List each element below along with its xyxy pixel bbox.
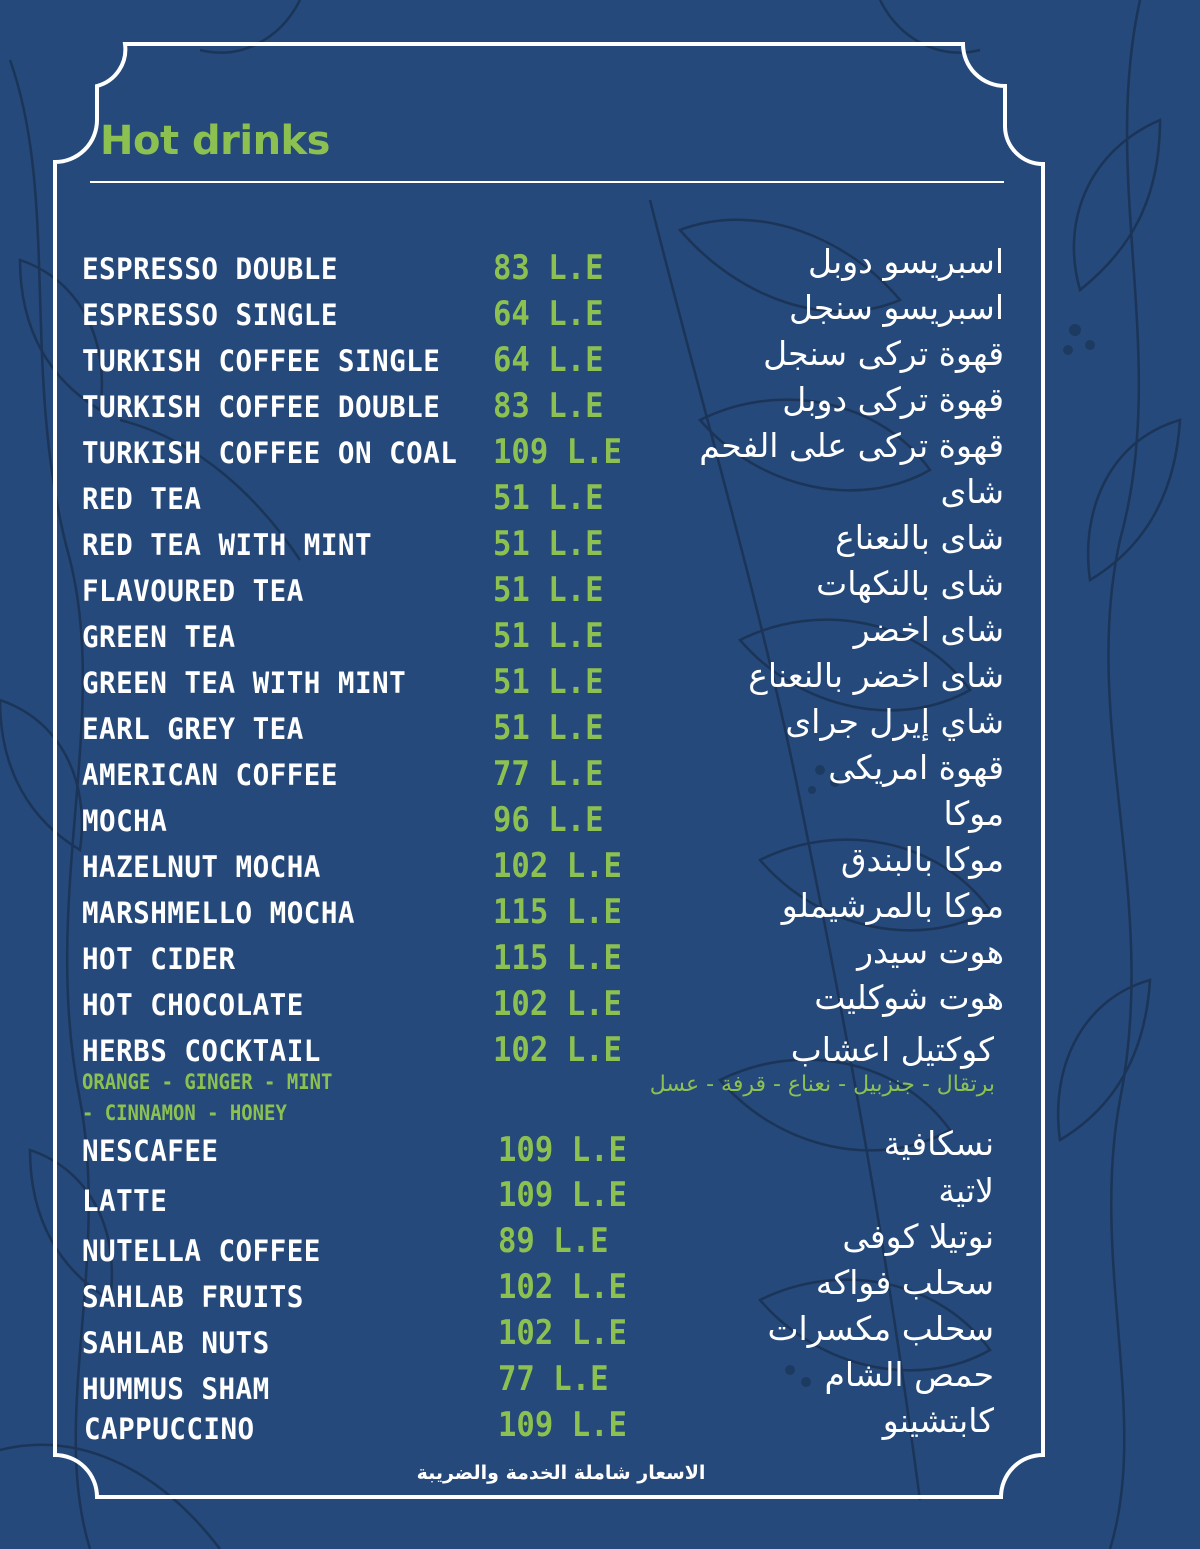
- item-name-ar: كوكتيل اعشاب: [790, 1030, 994, 1069]
- item-price: 109 L.E: [493, 432, 622, 472]
- item-name-en: RED TEA: [82, 482, 202, 516]
- item-name-ar: قهوة تركى دوبل: [782, 380, 1004, 419]
- item-name-ar: شاي إيرل جراى: [785, 702, 1004, 741]
- item-price: 51 L.E: [493, 662, 604, 702]
- item-price: 83 L.E: [493, 248, 604, 288]
- item-name-en: FLAVOURED TEA: [82, 574, 304, 608]
- item-name-ar: قهوة تركى سنجل: [763, 334, 1004, 373]
- item-price: 109 L.E: [498, 1175, 627, 1215]
- item-name-en: HOT CIDER: [82, 942, 236, 976]
- item-price: 102 L.E: [493, 984, 622, 1024]
- item-name-ar: موكا بالمرشيملو: [781, 886, 1004, 925]
- item-name-en: HOT CHOCOLATE: [82, 988, 304, 1022]
- item-name-en: GREEN TEA WITH MINT: [82, 666, 407, 700]
- menu-item: [0, 242, 1200, 294]
- item-name-ar: شاى اخضر: [853, 610, 1004, 649]
- menu-item: [0, 840, 1200, 892]
- item-name-en: LATTE: [82, 1184, 168, 1218]
- item-price: 64 L.E: [493, 340, 604, 380]
- item-name-en: TURKISH COFFEE ON COAL: [82, 436, 458, 470]
- item-name-en: RED TEA WITH MINT: [82, 528, 373, 562]
- menu-item: [0, 472, 1200, 524]
- item-name-ar: حمص الشام: [824, 1355, 994, 1394]
- item-name-en: NUTELLA COFFEE: [82, 1234, 321, 1268]
- item-price: 51 L.E: [493, 524, 604, 564]
- item-price: 89 L.E: [498, 1221, 609, 1261]
- item-name-en: GREEN TEA: [82, 620, 236, 654]
- item-name-ar: كابتشينو: [882, 1401, 994, 1440]
- item-name-ar: قهوة تركى على الفحم: [699, 426, 1004, 465]
- item-name-en: CAPPUCCINO: [84, 1412, 255, 1446]
- item-name-ar: هوت شوكليت: [814, 978, 1004, 1017]
- item-name-ar: موكا: [943, 794, 1004, 833]
- title-divider: [90, 181, 1004, 183]
- item-price: 109 L.E: [498, 1405, 627, 1445]
- tax-service-note: الاسعار شاملة الخدمة والضريبة: [416, 1462, 706, 1484]
- item-name-en: HUMMUS SHAM: [82, 1372, 270, 1406]
- menu-item: [0, 426, 1200, 478]
- item-price: 102 L.E: [498, 1267, 627, 1307]
- item-name-en: AMERICAN COFFEE: [82, 758, 338, 792]
- item-price: 102 L.E: [493, 1030, 622, 1070]
- item-price: 115 L.E: [493, 938, 622, 978]
- item-name-en: SAHLAB FRUITS: [82, 1280, 304, 1314]
- menu-item: [0, 702, 1200, 754]
- item-price: 51 L.E: [493, 616, 604, 656]
- item-price: 109 L.E: [498, 1130, 627, 1170]
- menu-item: [0, 334, 1200, 386]
- item-name-en: HAZELNUT MOCHA: [82, 850, 321, 884]
- item-name-ar: اسبريسو دوبل: [808, 242, 1004, 281]
- item-price: 77 L.E: [493, 754, 604, 794]
- item-name-en: MOCHA: [82, 804, 168, 838]
- item-name-en: TURKISH COFFEE SINGLE: [82, 344, 441, 378]
- item-name-ar: شاى بالنكهات: [816, 564, 1004, 603]
- menu-item: [0, 380, 1200, 432]
- item-price: 64 L.E: [493, 294, 604, 334]
- herbs-ingredients-en: ORANGE - GINGER - MINT: [82, 1070, 333, 1094]
- item-name-en: ESPRESSO SINGLE: [82, 298, 338, 332]
- menu-item: [0, 564, 1200, 616]
- item-name-ar: لاتية: [938, 1171, 994, 1210]
- item-name-ar: سحلب فواكه: [815, 1263, 994, 1302]
- item-price: 51 L.E: [493, 708, 604, 748]
- page-title: Hot drinks: [100, 118, 330, 164]
- herbs-ingredients-en: - CINNAMON - HONEY: [82, 1101, 287, 1125]
- item-name-ar: سحلب مكسرات: [767, 1309, 994, 1348]
- item-price: 102 L.E: [493, 846, 622, 886]
- item-name-ar: هوت سيدر: [857, 932, 1004, 971]
- item-name-en: EARL GREY TEA: [82, 712, 304, 746]
- item-name-ar: قهوة امريكى: [828, 748, 1004, 787]
- item-name-ar: نوتيلا كوفى: [842, 1217, 994, 1256]
- item-name-en: HERBS COCKTAIL: [82, 1034, 321, 1068]
- menu-item: [0, 978, 1200, 1030]
- menu-item: [0, 1124, 1200, 1176]
- item-name-en: MARSHMELLO MOCHA: [82, 896, 355, 930]
- item-price: 77 L.E: [498, 1359, 609, 1399]
- item-name-ar: شاى: [940, 472, 1004, 511]
- item-price: 115 L.E: [493, 892, 622, 932]
- menu-item: [0, 1171, 1200, 1226]
- menu-item: [0, 288, 1200, 340]
- item-name-ar: شاى بالنعناع: [835, 518, 1004, 557]
- item-name-ar: اسبريسو سنجل: [788, 288, 1004, 327]
- item-name-en: SAHLAB NUTS: [82, 1326, 270, 1360]
- item-price: 102 L.E: [498, 1313, 627, 1353]
- menu-item: [0, 1401, 1200, 1454]
- item-price: 51 L.E: [493, 570, 604, 610]
- item-price: 83 L.E: [493, 386, 604, 426]
- menu-item: [0, 518, 1200, 570]
- item-name-en: ESPRESSO DOUBLE: [82, 252, 338, 286]
- menu-item: [0, 748, 1200, 800]
- item-name-en: NESCAFEE: [82, 1134, 219, 1168]
- item-price: 96 L.E: [493, 800, 604, 840]
- menu-item: [0, 932, 1200, 984]
- item-name-en: TURKISH COFFEE DOUBLE: [82, 390, 441, 424]
- item-name-ar: موكا بالبندق: [840, 840, 1004, 879]
- herbs-ingredients-ar: برتقال - جنزبيل - نعناع - قرفة - عسل: [649, 1072, 995, 1097]
- menu-item: [0, 656, 1200, 708]
- item-price: 51 L.E: [493, 478, 604, 518]
- menu-item: [0, 886, 1200, 938]
- menu-item: [0, 610, 1200, 662]
- item-name-ar: شاى اخضر بالنعناع: [748, 656, 1004, 695]
- item-name-ar: نسكافية: [883, 1124, 994, 1163]
- menu-item: [0, 794, 1200, 846]
